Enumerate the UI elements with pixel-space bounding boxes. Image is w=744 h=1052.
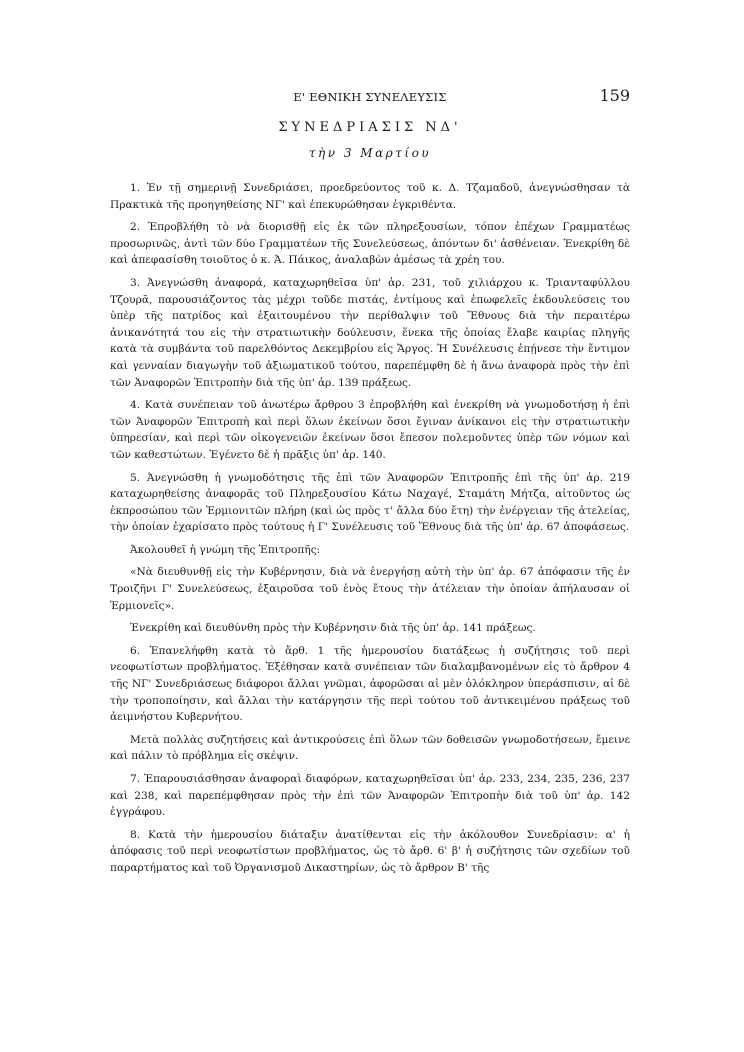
body-text xyxy=(110,180,630,883)
paragraph-3: 3. Ἀνεγνώσθη ἀναφορά, καταχωρηθεῖσα ὑπ' ἀρ. 231, τοῦ χιλιάρχου κ. Τριανταφύλλου Τζουρᾶ, παρουσιάζοντος τὰς μέχρι τοῦδε πιστάς, ἐντίμους καὶ ἐπωφελεῖς ἐκδουλεύσεις του ὑπὲρ τῆς πατρίδος καὶ ἐξαιτουμένου τὴν περίθαλψιν τοῦ Ἔθνους διὰ τὴν περαιτέρω ἀνικανότητά του εἰς τὴν στρατιωτικὴν δούλευσιν, ἕνεκα τῆς ὁποίας ἔλαβε καιρίας πληγῆς κατὰ τὰ συμβάντα τοῦ παρελθόντος Δεκεμβρίου εἰς Ἄργος. Ἡ Συνέλευσις ἐπῄνεσε τὴν ἔντιμον καὶ γενναίαν διαγωγὴν τοῦ ἀξιωματικοῦ τούτου, παρεπέμφθη δὲ ἡ ἄνω ἀναφορὰ πρὸς τὴν ἐπὶ τῶν Ἀναφορῶν Ἐπιτροπὴν διὰ τῆς ὑπ' ἀρ. 139 πράξεως. xyxy=(110,276,630,389)
page-number: 159 xyxy=(599,86,630,105)
running-title: Ε' ΕΘΝΙΚΗ ΣΥΝΕΛΕΥΣΙΣ xyxy=(293,90,447,104)
paragraph-7: 7. Ἐπαρουσιάσθησαν ἀναφοραὶ διαφόρων, καταχωρηθεῖσαι ὑπ' ἀρ. 233, 234, 235, 236, 237 καὶ 238, καὶ παρεπέμφθησαν πρὸς τὴν ἐπὶ τῶν Ἀναφορῶν Ἐπιτροπὴν διὰ τοῦ ὑπ' ἀρ. 142 ἐγγράφου. xyxy=(110,773,630,819)
approval-note: Ἐνεκρίθη καὶ διευθύνθη πρὸς τὴν Κυβέρνησιν διὰ τῆς ὑπ' ἀρ. 141 πράξεως. xyxy=(130,622,536,635)
running-header xyxy=(110,86,630,108)
session-title: ΣΥΝΕΔΡΙΑΣΙΣ ΝΔ' xyxy=(278,120,462,135)
paragraph-8: 8. Κατὰ τὴν ἡμερουσίου διάταξιν ἀνατίθενται εἰς τὴν ἀκόλουθον Συνεδρίασιν: α' ἡ ἀπόφασις τοῦ περὶ νεοφωτίστων προβλήματος, ὡς τὸ ἄρθ. 6' β' ἡ συζήτησις τῶν σχεδίων τοῦ παραρτήματος καὶ τοῦ Ὀργανισμοῦ Δικαστηρίων, ὡς τὸ ἄρθρον Β' τῆς xyxy=(110,828,630,874)
paragraph-6: 6. Ἐπανελήφθη κατὰ τὸ ἄρθ. 1 τῆς ἡμερουσίου διατάξεως ἡ συζήτησις τοῦ περὶ νεοφωτίστων προβλήματος. Ἐξέθησαν κατὰ συνέπειαν τῶν διαλαμβανομένων εἰς τὸ ἄρθρον 4 τῆς ΝΓ' Συνεδριάσεως διάφοροι ἄλλαι γνῶμαι, ἀφορῶσαι αἱ μὲν ὁλόκληρον ὑπεράσπισιν, αἱ δὲ τὴν τροποποίησιν, καὶ ἄλλαι τὴν κατάργησιν τῆς περὶ τούτου τοῦ ἀντικειμένου πράξεως τοῦ ἀειμνήστου Κυβερνήτου. xyxy=(110,644,630,724)
session-date: τὴν 3 Μαρτίου xyxy=(308,146,432,160)
paragraph-2: 2. Ἐπροβλήθη τὸ νὰ διορισθῇ εἰς ἐκ τῶν πληρεξουσίων, τόπον ἐπέχων Γραμματέως προσωρινῶς, ἀντὶ τῶν δύο Γραμματέων τῆς Συνελεύσεως, ἀπόντων δι' ἀσθένειαν. Ἐνεκρίθη δὲ καὶ ἀπεφασίσθη τοιοῦτος ὁ κ. Ἀ. Πάικος, ἀναλαβὼν ἀμέσως τὰ χρέη του. xyxy=(110,221,630,267)
paragraph-5: 5. Ἀνεγνώσθη ἡ γνωμοδότησις τῆς ἐπὶ τῶν Ἀναφορῶν Ἐπιτροπῆς ἐπὶ τῆς ὑπ' ἀρ. 219 καταχωρηθείσης ἀναφορᾶς τοῦ Πληρεξουσίου Κάτω Ναχαγέ, Σταμάτη Μήτζα, αἰτοῦντος ὡς ἐκπροσώπου τῶν Ἑρμιονιτῶν πλήρη (καὶ ὡς πρὸς τ' ἄλλα δύο ἔτη) τὴν ἐνέργειαν τῆς ἀτελείας, τὴν ὁποίαν ἐχαρίσατο πρὸς τούτους ἡ Γ' Συνέλευσις τοῦ Ἔθνους διὰ τῆς ὑπ' ἀρ. 67 ἀποφάσεως. xyxy=(110,471,630,534)
paragraph-1: 1. Ἐν τῇ σημερινῇ Συνεδριάσει, προεδρεύοντος τοῦ κ. Δ. Τζαμαδοῦ, ἀνεγνώσθησαν τὰ Πρακτικὰ τῆς προηγηθείσης ΝΓ' καὶ ἐπεκυρώθησαν ἐγκριθέντα. xyxy=(110,182,630,211)
committee-opinion-quote: «Νὰ διευθυνθῇ εἰς τὴν Κυβέρνησιν, διὰ νὰ ἐνεργήσῃ αὐτὴ τὴν ὑπ' ἀρ. 67 ἀπόφασιν τῆς ἐν Τροιζῆνι Γ' Συνελεύσεως, ἐξαιροῦσα τοῦ ἑνὸς ἔτους τὴν ἀτέλειαν τὴν ὁποίαν ἀπήλαυσαν οἱ Ἑρμιονεῖς». xyxy=(110,566,630,612)
paragraph-4: 4. Κατὰ συνέπειαν τοῦ ἀνωτέρω ἄρθρου 3 ἐπροβλήθη καὶ ἐνεκρίθη νὰ γνωμοδοτήσῃ ἡ ἐπὶ τῶν Ἀναφορῶν Ἐπιτροπὴ καὶ περὶ ὅλων ἐκείνων ὅσοι ἔγιναν ἀνίκανοι εἰς τὴν στρατιωτικὴν ὑπηρεσίαν, καὶ περὶ τῶν οἰκογενειῶν ἐκείνων ὅσοι ἔπεσον πολεμοῦντες ὑπὲρ τῶν νόμων καὶ τῶν καθεστώτων. Ἐγένετο δὲ ἡ πρᾶξις ὑπ' ἀρ. 140. xyxy=(110,399,630,461)
paragraph-6-continued: Μετὰ πολλὰς συζητήσεις καὶ ἀντικρούσεις ἐπὶ ὅλων τῶν δοθεισῶν γνωμοδοτήσεων, ἔμεινε καὶ πάλιν τὸ πρόβλημα εἰς σκέψιν. xyxy=(110,733,630,763)
committee-opinion-intro: Ἀκολουθεῖ ἡ γνώμη τῆς Ἐπιτροπῆς: xyxy=(130,543,321,556)
